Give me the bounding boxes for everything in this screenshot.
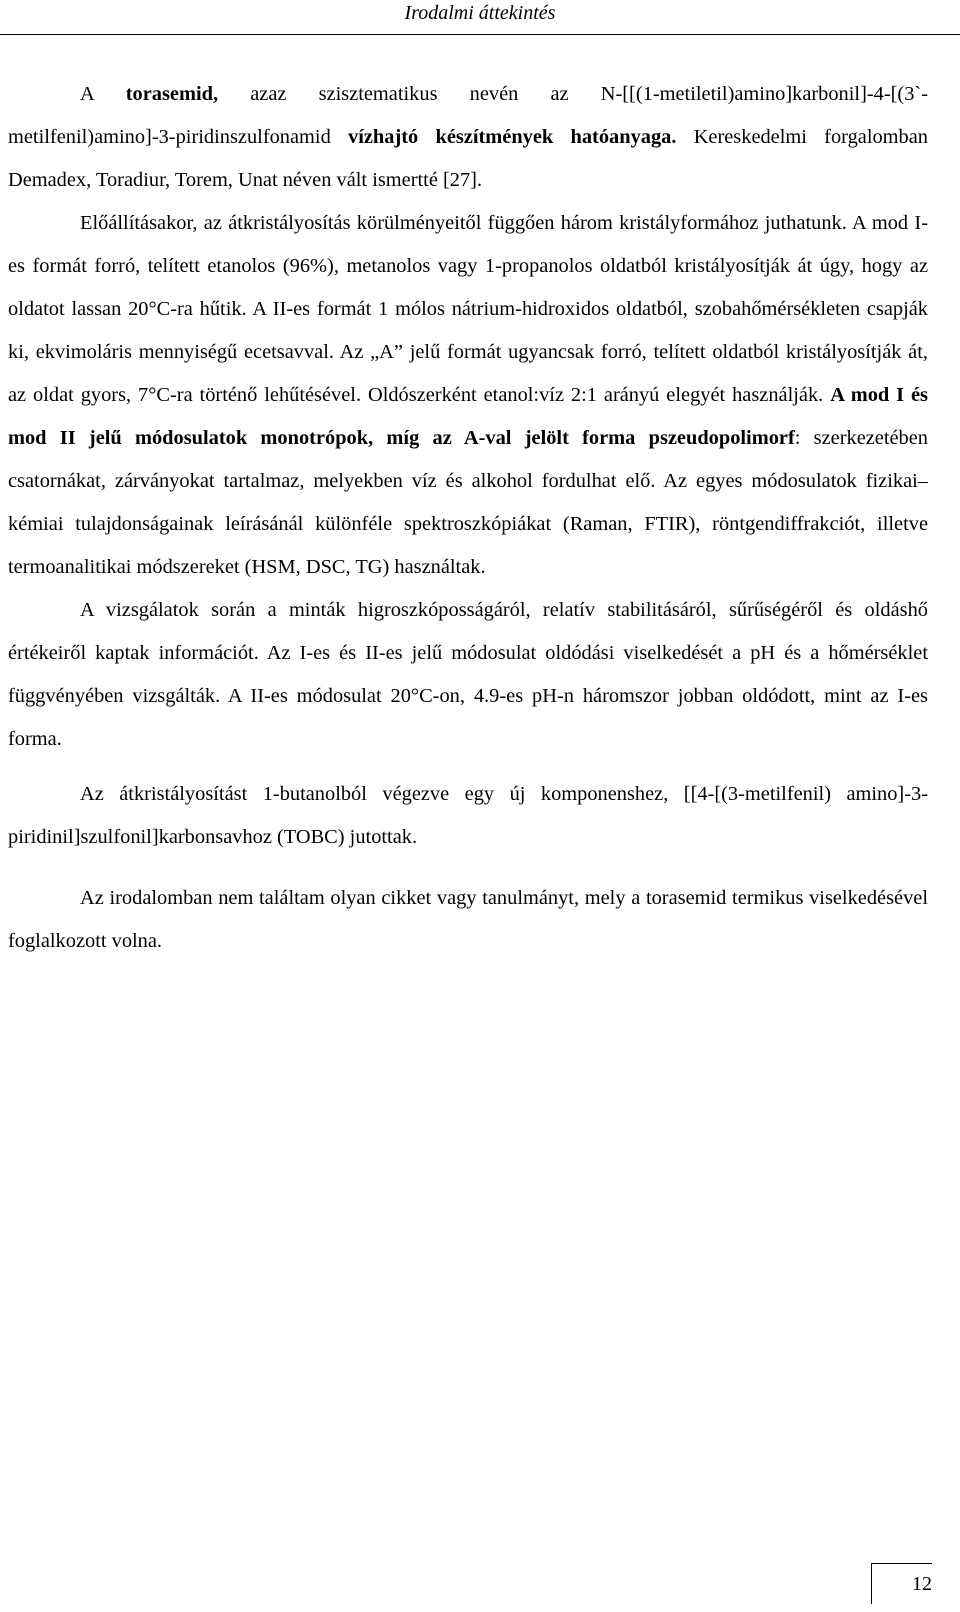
header-title: Irodalmi áttekintés [404,2,556,24]
running-header [0,0,960,35]
bold-text-segment: vízhajtó készítmények hatóanyaga. [348,126,677,148]
paragraph-recrystallization [8,773,928,859]
page-number-text: 12 [912,1573,932,1595]
bold-text-segment: torasemid, [125,83,219,105]
document-body [8,73,928,963]
page-number [871,1563,932,1604]
bold-text-segment: A mod I és mod II jelű módosulatok monotrópok, míg az A-val jelölt forma pszeudopolimorf [8,384,928,449]
text-segment: azaz szisztematikus nevén az N-[[(1-metiletil)amino]karbonil]-4-[(3`-metilfenil)amino]-3-piridinszulfonamid [8,83,928,148]
paragraph-crystal-forms [8,202,928,589]
text-segment: Az irodalomban nem találtam olyan cikket vagy tanulmányt, mely a torasemid termikus viselkedésével foglalkozott volna. [8,887,928,952]
paragraph-investigations [8,589,928,761]
text-segment: Az átkristályosítást 1-butanolból végezve egy új komponenshez, [[4-[(3-metilfenil) amino]-3-piridinil]szulfonil]karbonsavhoz (TOBC) jutottak. [8,783,928,848]
paragraph-literature-note [8,877,928,963]
text-segment: Előállításakor, az átkristályosítás körülményeitől függően három kristályformához juthatunk. A mod I-es formát forró, telített etanolos (96%), metanolos vagy 1-propanolos oldatból kristályosítják át úgy, hogy az oldatot lassan 20°C-ra hűtik. A II-es formát 1 mólos nátrium-hidroxidos oldatból, szobahőmérsékleten csapják ki, ekvimoláris mennyiségű ecetsavval. Az „A” jelű formát ugyancsak forró, telített oldatból kristályosítják át, az oldat gyors, 7°C-ra történő lehűtésével. Oldószerként etanol:víz 2:1 arányú elegyét használják. [8,212,928,406]
text-segment: A vizsgálatok során a minták higroszkóposságáról, relatív stabilitásáról, sűrűségéről és oldáshő értékeiről kaptak információt. Az I-es és II-es jelű módosulat oldódási viselkedését a pH és a hőmérséklet függvényében vizsgálták. A II-es módosulat 20°C-on, 4.9-es pH-n háromszor jobban oldódott, mint az I-es forma. [8,599,928,750]
text-segment: : szerkezetében csatornákat, zárványokat tartalmaz, melyekben víz és alkohol fordulhat elő. Az egyes módosulatok fizikai–kémiai tulajdonságainak leírásánál különféle spektroszkópiákat (Raman, FTIR), röntgendiffrakciót, illetve termoanalitikai módszereket (HSM, DSC, TG) használtak. [8,427,928,578]
text-segment: A [80,83,126,105]
paragraph-torasemid-intro [8,73,928,202]
text-segment: Kereskedelmi forgalomban Demadex, Toradiur, Torem, Unat néven vált ismertté [27]. [8,126,928,191]
